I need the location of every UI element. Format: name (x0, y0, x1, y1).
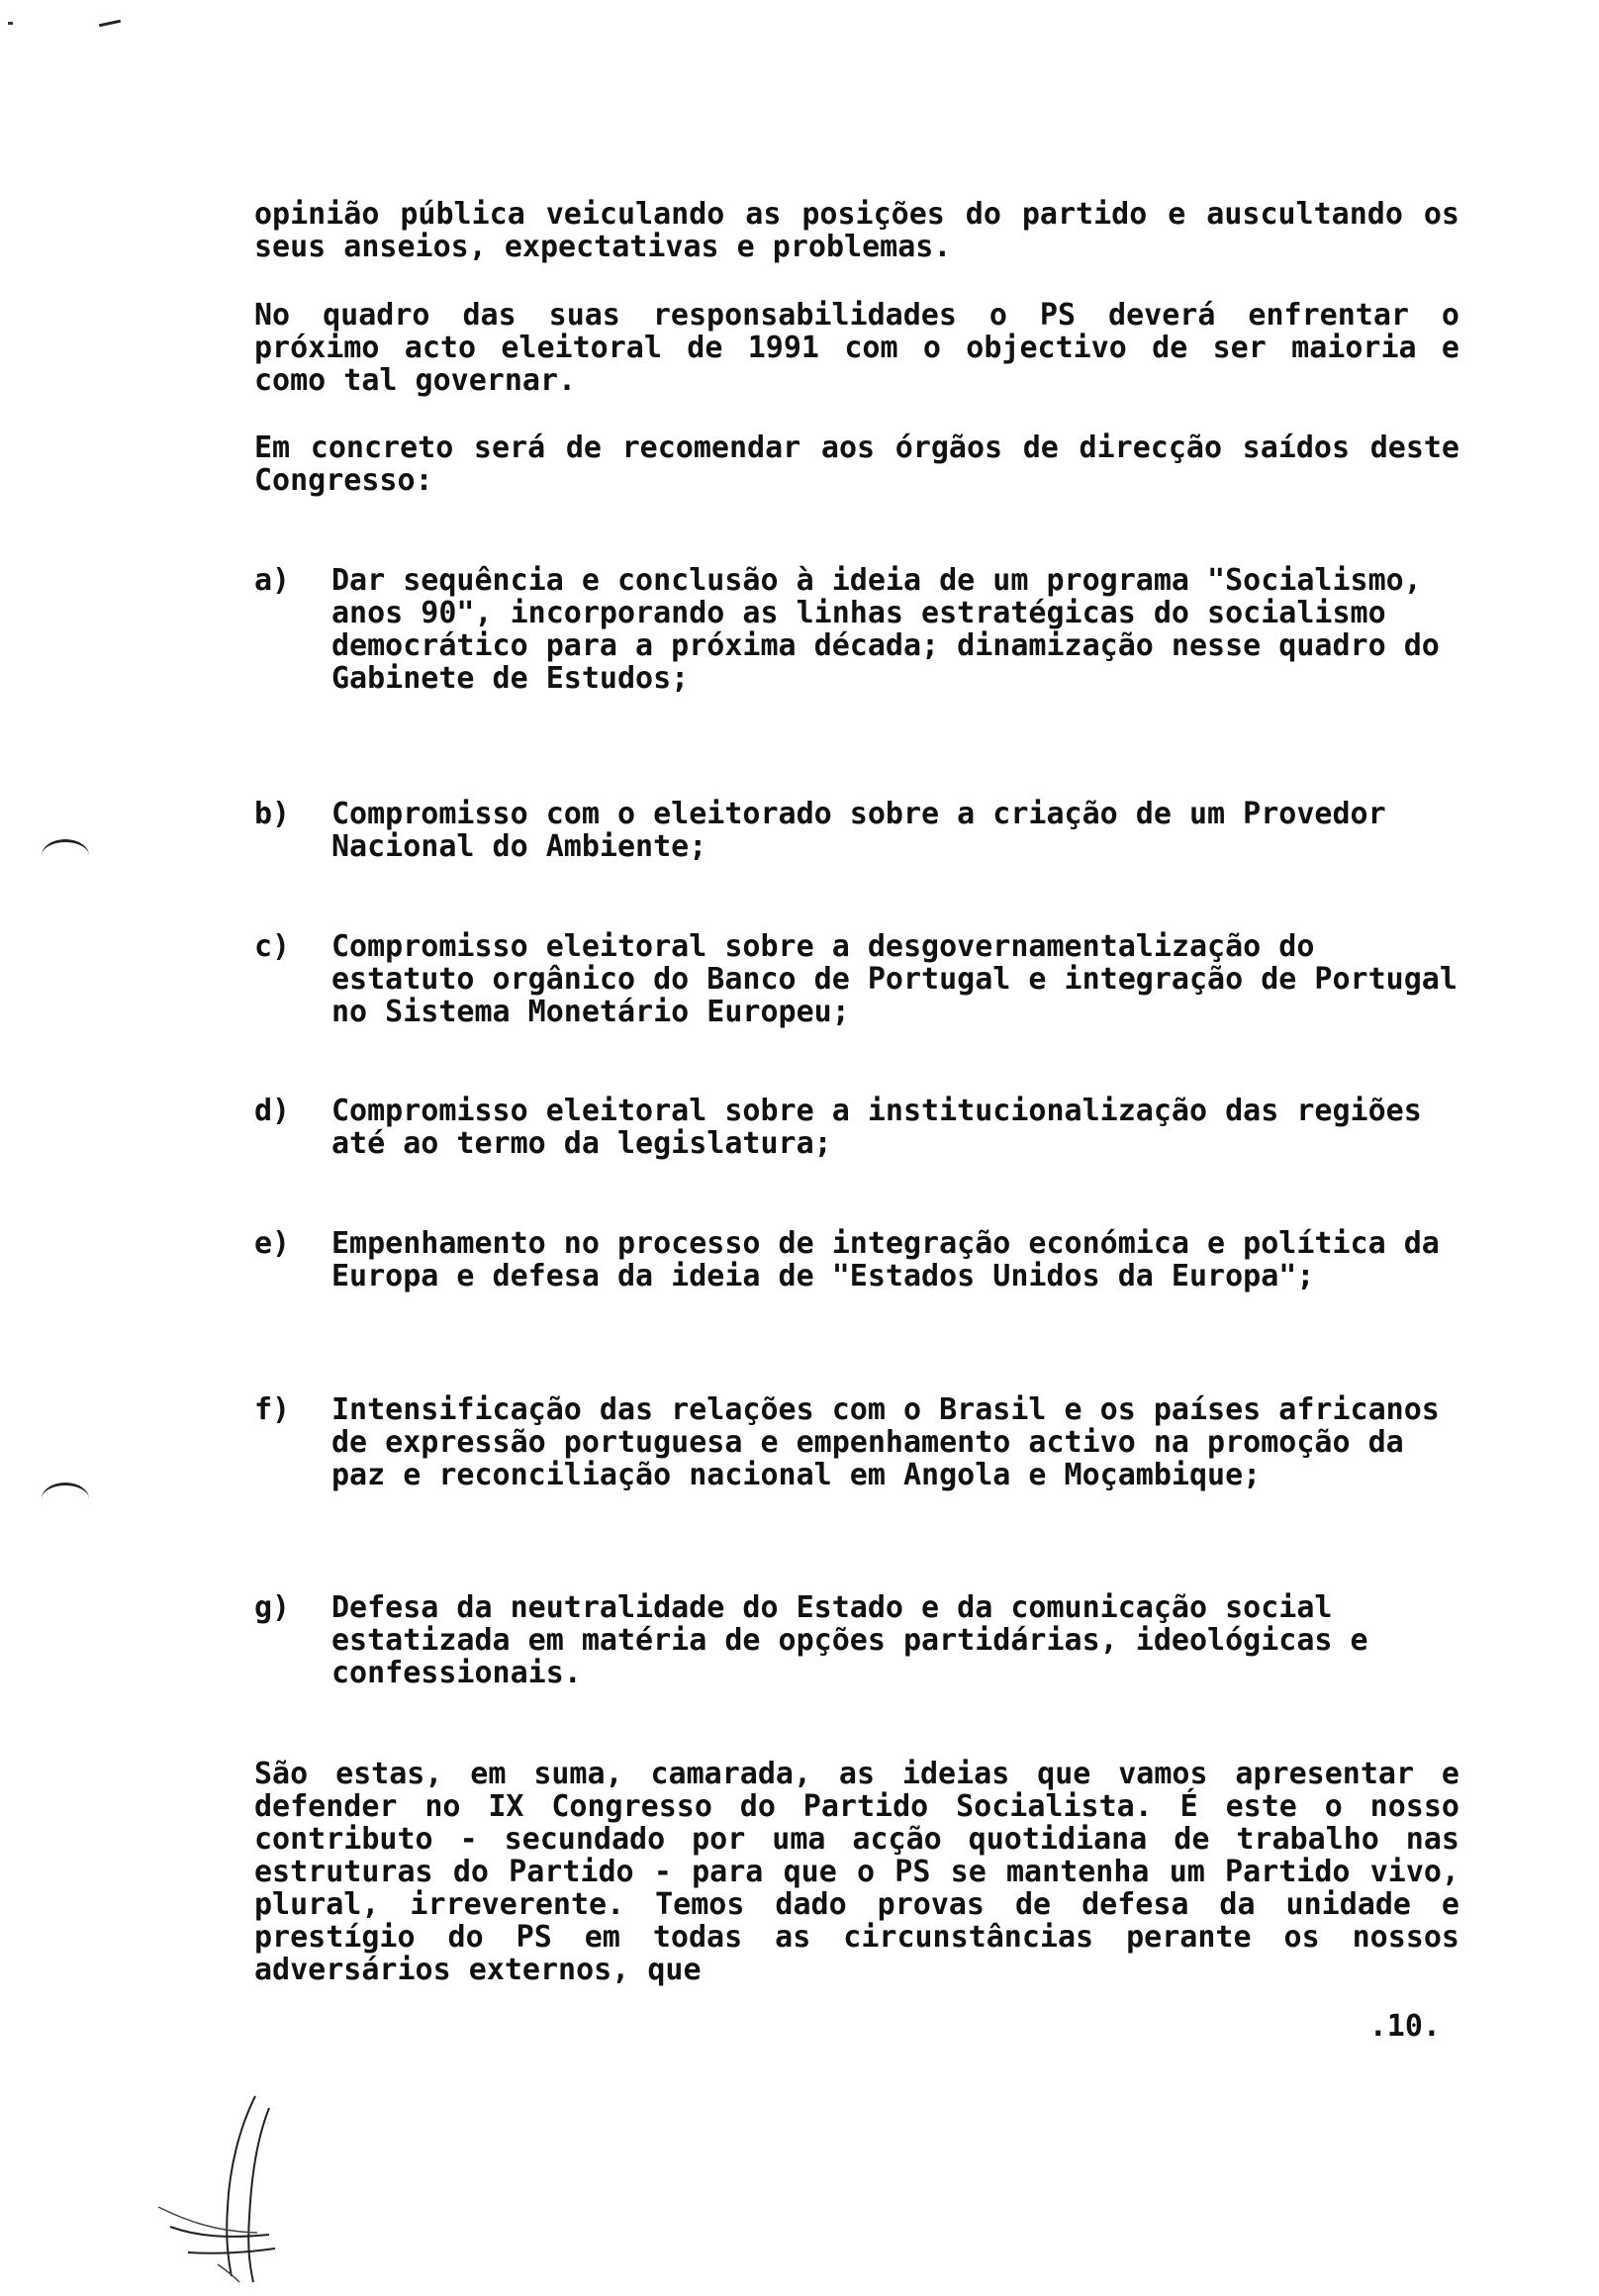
closing-paragraph: São estas, em suma, camarada, as ideias que vamos apresentar e defender no IX Congresso do Partido Socialista. É este o nosso contributo - secundado por uma acção quotidiana de trabalho nas estruturas do Partido - para que o PS se mantenha um Partido vivo, plural, irreverente. Temos dado provas de defesa da unidade e prestígio do PS em todas as circunstâncias perante os nossos adversários externos, que (254, 1757, 1459, 1987)
paragraph-3: Em concreto será de recomendar aos órgãos de direcção saídos deste Congresso: (254, 430, 1459, 498)
list-item-letter: c) (254, 929, 291, 964)
list-item-text: Compromisso eleitoral sobre a institucionalização das regiões até ao termo da legislatura; (331, 1094, 1422, 1161)
paragraph-1: opinião pública veiculando as posições do partido e auscultando os seus anseios, expectativas e problemas. (254, 197, 1459, 264)
binder-hole-mark (42, 839, 89, 872)
list-item-letter: f) (254, 1392, 291, 1427)
signature-mark (148, 2088, 287, 2286)
scan-dot-mark (8, 22, 13, 25)
list-item-letter: g) (254, 1590, 291, 1625)
list-item-text: Empenhamento no processo de integração económica e política da Europa e defesa da ideia de "Estados Unidos da Europa"; (331, 1226, 1440, 1293)
list-item-text: Defesa da neutralidade do Estado e da comunicação social estatizada em matéria de opções partidárias, ideológicas e confessionais. (331, 1590, 1368, 1690)
list-item-text: Intensificação das relações com o Brasil e os países africanos de expressão portuguesa e empenhamento activo na promoção da paz e reconciliação nacional em Angola e Moçambique; (331, 1392, 1440, 1492)
list-item-letter: a) (254, 563, 291, 598)
list-item-letter: e) (254, 1226, 291, 1261)
list-item-text: Compromisso com o eleitorado sobre a criação de um Provedor Nacional do Ambiente; (331, 797, 1386, 864)
list-item-text: Dar sequência e conclusão à ideia de um programa "Socialismo, anos 90", incorporando as linhas estratégicas do socialismo democrático para a próxima década; dinamização nesse quadro do Gabinete de Estudos; (331, 563, 1440, 696)
list-item-text: Compromisso eleitoral sobre a desgovernamentalização do estatuto orgânico do Banco de Portugal e integração de Portugal no Sistema Monetário Europeu; (331, 929, 1458, 1029)
paragraph-2: No quadro das suas responsabilidades o PS deverá enfrentar o próximo acto eleitoral de 1991 com o objectivo de ser maioria e como tal governar. (254, 298, 1459, 398)
list-item-letter: b) (254, 797, 291, 831)
page-number: .10. (1368, 2009, 1441, 2044)
scan-dash-mark (99, 20, 121, 28)
binder-hole-mark (42, 1483, 89, 1515)
list-item-letter: d) (254, 1094, 291, 1128)
